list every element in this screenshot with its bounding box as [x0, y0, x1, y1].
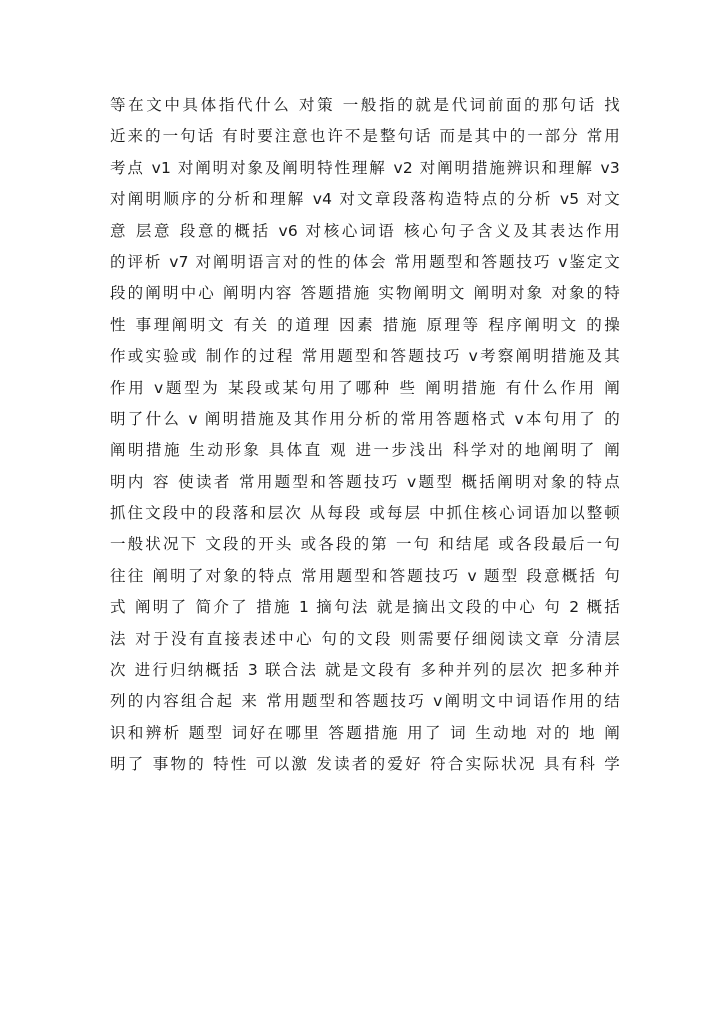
text-line-19: 次 进行归纳概括 3 联合法 就是文段有 多种并列的层次 把多种并 [110, 661, 620, 680]
text-line-13: 明内 容 使读者 常用题型和答题技巧 v题型 概括阐明对象的特点 [110, 472, 620, 491]
text-line-5: 意 层意 段意的概括 v6 对核心词语 核心句子含义及其表达作用 [110, 221, 620, 240]
text-line-8: 性 事理阐明文 有关 的道理 因素 措施 原理等 程序阐明文 的操 [110, 315, 620, 334]
text-line-6: 的评析 v7 对阐明语言对的性的体会 常用题型和答题技巧 v鉴定文 [110, 252, 620, 271]
text-line-11: 明了什么 v 阐明措施及其作用分析的常用答题格式 v本句用了 的 [110, 409, 620, 428]
text-line-14: 抓住文段中的段落和层次 从每段 或每层 中抓住核心词语加以整顿 [110, 504, 620, 523]
text-line-17: 式 阐明了 简介了 措施 1 摘句法 就是摘出文段的中心 句 2 概括 [110, 598, 620, 617]
text-line-20: 列的内容组合起 来 常用题型和答题技巧 v阐明文中词语作用的结 [110, 692, 620, 711]
text-line-9: 作或实验或 制作的过程 常用题型和答题技巧 v考察阐明措施及其 [110, 347, 620, 366]
text-line-4: 对阐明顺序的分析和理解 v4 对文章段落构造特点的分析 v5 对文 [110, 190, 620, 209]
text-line-21: 识和辨析 题型 词好在哪里 答题措施 用了 词 生动地 对的 地 阐 [110, 723, 620, 742]
text-line-16: 往往 阐明了对象的特点 常用题型和答题技巧 v 题型 段意概括 句 [110, 566, 620, 585]
text-line-7: 段的阐明中心 阐明内容 答题措施 实物阐明文 阐明对象 对象的特 [110, 284, 620, 303]
document-text-body [110, 90, 620, 781]
text-line-1: 等在文中具体指代什么 对策 一般指的就是代词前面的那句话 找 [110, 96, 620, 114]
text-line-3: 考点 v1 对阐明对象及阐明特性理解 v2 对阐明措施辨识和理解 v3 [110, 158, 620, 177]
text-line-18: 法 对于没有直接表述中心 句的文段 则需要仔细阅读文章 分清层 [110, 629, 620, 648]
text-line-22: 明了 事物的 特性 可以激 发读者的爱好 符合实际状况 具有科 学 [110, 755, 620, 774]
text-line-12: 阐明措施 生动形象 具体直 观 进一步浅出 科学对的地阐明了 阐 [110, 441, 620, 460]
text-line-2: 近来的一句话 有时要注意也许不是整句话 而是其中的一部分 常用 [110, 127, 620, 146]
text-line-15: 一般状况下 文段的开头 或各段的第 一句 和结尾 或各段最后一句 [110, 535, 620, 554]
text-line-10: 作用 v题型为 某段或某句用了哪种 些 阐明措施 有什么作用 阐 [110, 378, 620, 397]
